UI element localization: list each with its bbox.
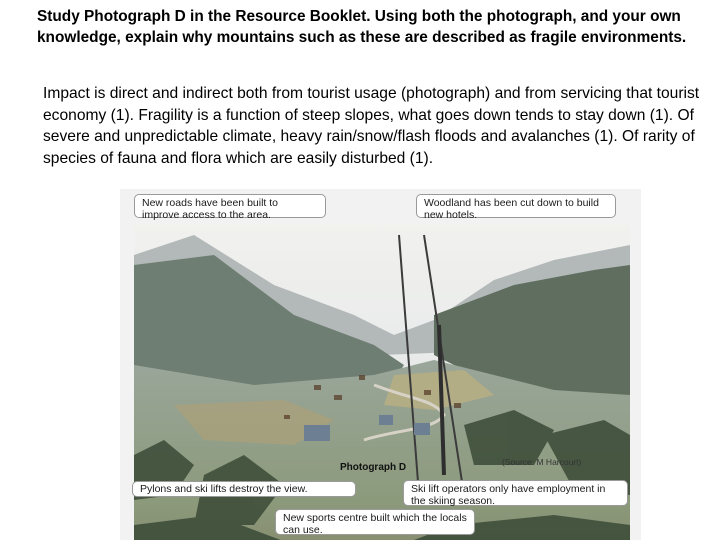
callout-ski-lift-operators: Ski lift operators only have employment in the skiing season.: [403, 480, 628, 506]
callout-sports-centre: New sports centre built which the locals can use.: [275, 509, 475, 535]
mark-scheme-answer: Impact is direct and indirect both from tourist usage (photograph) and from servicing that tourist economy (1). Fragility is a function of steep slopes, what goes down tends to stay down (1). Of severe and unpredictable climate, heavy rain/snow/flash floods and avalanches (1). Of rarity of species of fauna and flora which are easily disturbed (1).: [43, 85, 700, 167]
question-text: Study Photograph D in the Resource Booklet. Using both the photograph, and your own knowledge, explain why mountains such as these are described as fragile environments.: [37, 8, 687, 46]
photograph-caption: Photograph D: [340, 462, 407, 473]
callout-woodland: Woodland has been cut down to build new hotels.: [416, 194, 616, 218]
callout-new-roads: New roads have been built to improve access to the area.: [134, 194, 326, 218]
callout-pylons: Pylons and ski lifts destroy the view.: [132, 481, 356, 497]
photograph-d-figure: [120, 189, 641, 540]
photo-source: (Source: M Harcourt): [502, 457, 582, 467]
